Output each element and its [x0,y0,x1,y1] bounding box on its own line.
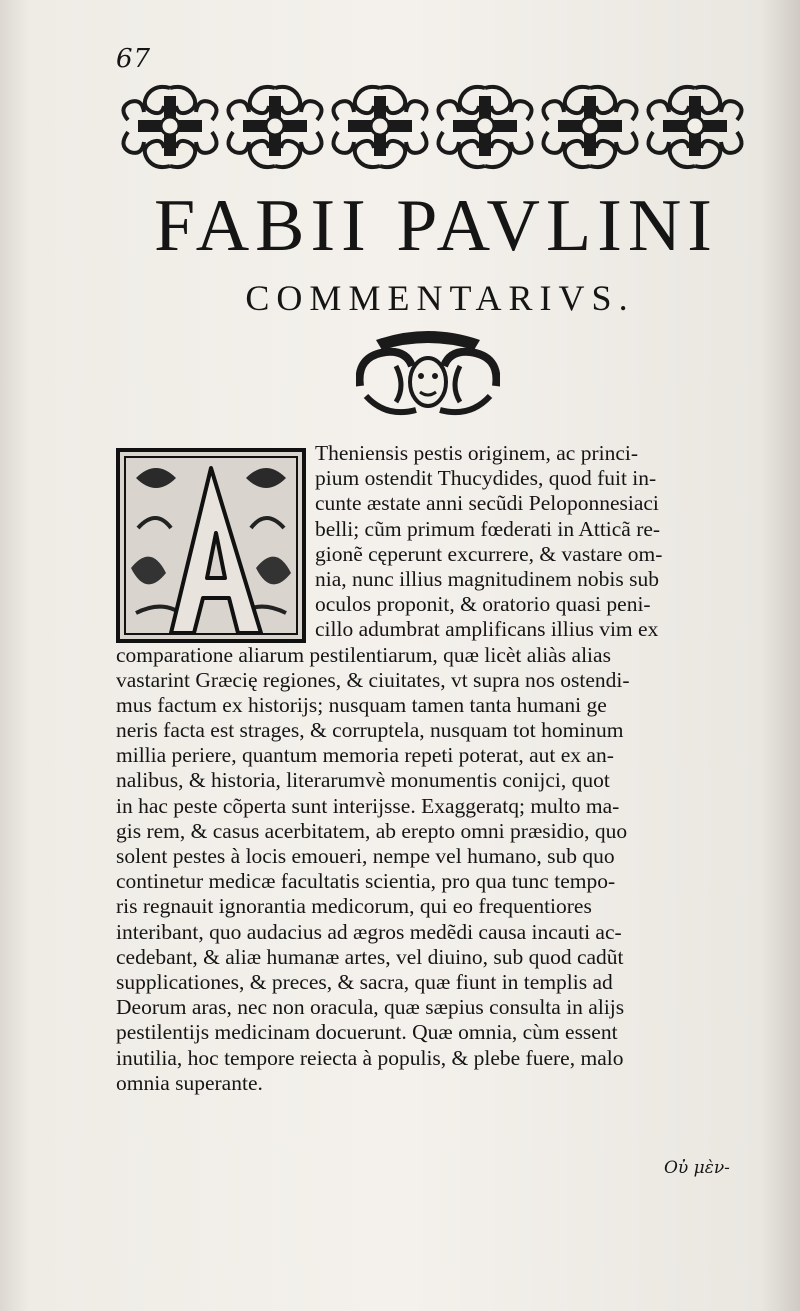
text-line: supplicationes, & preces, & sacra, quæ fiunt in templis ad [116,969,613,994]
mask-ornament-icon [356,326,500,422]
body-text [116,441,756,1096]
text-line: Theniensis pestis originem, ac princi- [315,441,639,465]
text-line: gis rem, & casus acerbitatem, ab erepto omni præsidio, quo [116,818,628,843]
text-line: nalibus, & historia, literarumvè monumentis conijci, quot [116,768,610,793]
text-line: inutilia, hoc tempore reiecta à populis, & plebe fuere, malo [116,1045,624,1070]
text-line: gionẽ cęperunt excurrere, & vastare om- [315,541,663,566]
text-line: pium ostendit Thucydides, quod fuit in- [315,466,657,491]
text-line: ris regnauit ignorantia medicorum, qui eo frequentiores [116,894,592,919]
text-line: continetur medicæ facultatis scientia, pro qua tunc tempo- [116,869,616,894]
text-line: nia, nunc illius magnitudinem nobis sub [315,566,659,591]
text-line: interibant, quo audacius ad ægros medẽdi causa incauti ac- [116,919,622,944]
text-line: cillo adumbrat amplificans illius vim ex [315,617,659,642]
text-line: neris facta est strages, & corruptela, nusquam tot hominum [116,718,624,743]
page-number: 67 [116,44,152,74]
text-line: Deorum aras, nec non oracula, quæ sæpius consulta in alijs [116,995,625,1020]
text-line: millia periere, quantum memoria repeti poterat, aut ex an- [116,743,614,768]
text-line: pestilentijs medicinam docuerunt. Quæ omnia, cùm essent [116,1020,618,1045]
text-line: cedebant, & aliæ humanæ artes, vel diuino, sub quod cadũt [116,944,624,969]
text-line: comparatione aliarum pestilentiarum, quæ licèt aliàs alias [116,642,611,667]
text-line: in hac peste cõperta sunt interijsse. Exaggeratq; multo ma- [116,793,620,818]
text-line: oculos proponit, & oratorio quasi peni- [315,592,651,617]
text-line: solent pestes à locis emoueri, nempe vel humano, sub quo [116,844,615,868]
text-line: vastarint Græcię regiones, & ciuitates, vt supra nos ostendi- [116,667,630,692]
text-line: mus factum ex historijs; nusquam tamen tanta humani ge [116,692,607,717]
text-line: cunte æstate anni secũdi Peloponnesiaci [315,491,659,516]
page-title: FABII PAVLINI [154,185,718,267]
catchword: Οὐ μὲν- [664,1158,730,1178]
ornament-band [118,80,746,172]
page-subtitle: COMMENTARIVS. [245,278,635,318]
text-line: belli; cũm primum fœderati in Atticã re- [315,516,661,541]
text-line: omnia superante. [116,1070,263,1095]
